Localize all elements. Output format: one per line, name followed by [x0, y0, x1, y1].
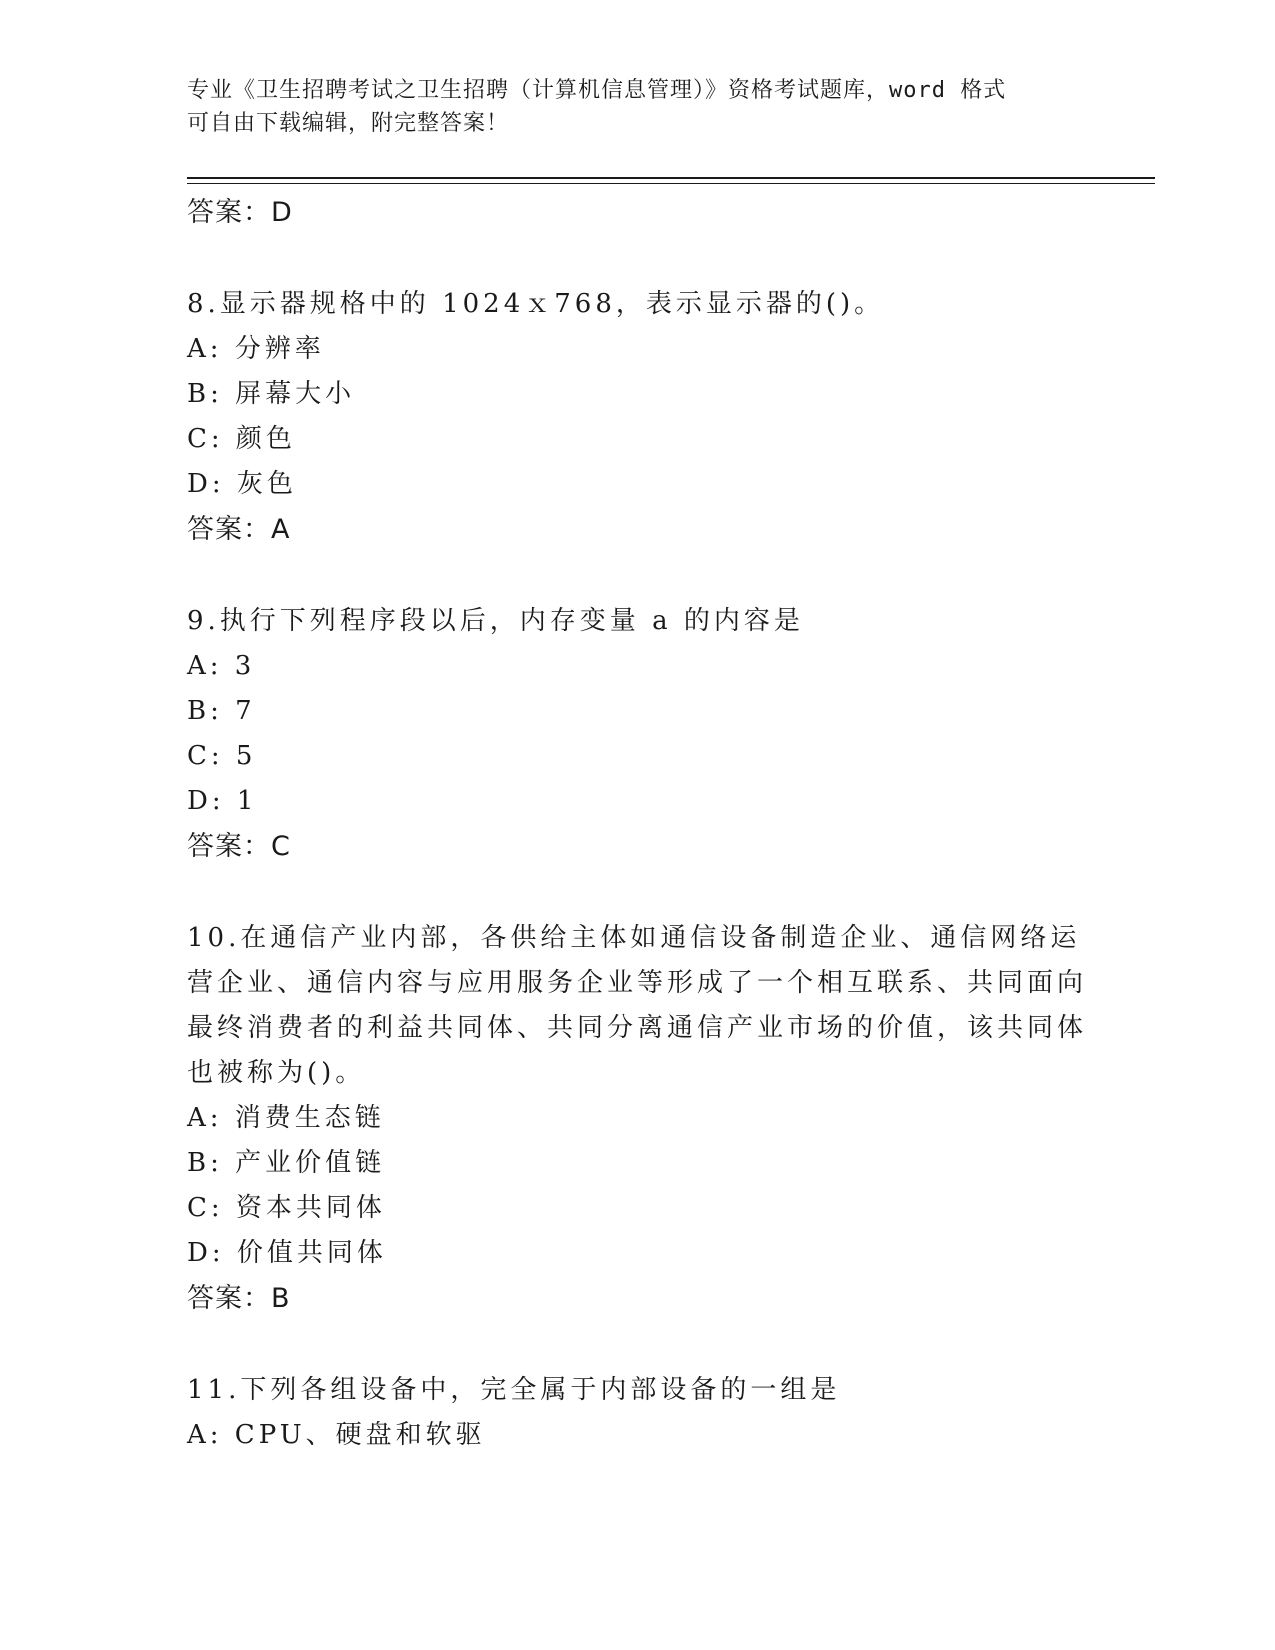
- spacer: [187, 869, 1087, 916]
- question-9-answer: 答案：C: [187, 831, 291, 862]
- previous-answer: 答案：D: [187, 197, 293, 228]
- question-8-option-a: A: 分辨率: [187, 334, 325, 364]
- question-8-text: 8.显示器规格中的 1024ｘ768，表示显示器的()。: [187, 289, 885, 319]
- header-line-2: 可自由下载编辑，附完整答案！: [187, 111, 510, 136]
- question-9-option-b: B: 7: [187, 696, 256, 726]
- question-8-answer: 答案：A: [187, 514, 291, 545]
- question-8-option-b: B: 屏幕大小: [187, 379, 356, 409]
- document-header: [187, 74, 1067, 140]
- question-10-option-a: A: 消费生态链: [187, 1103, 385, 1133]
- question-11-option-a: A: CPU、硬盘和软驱: [187, 1420, 486, 1450]
- question-9-option-a: A: 3: [187, 651, 256, 681]
- question-9-option-c: C: 5: [187, 741, 257, 771]
- question-8: [187, 282, 1087, 552]
- spacer: [187, 552, 1087, 599]
- question-10-option-d: D: 价值共同体: [187, 1238, 387, 1268]
- spacer: [187, 1321, 1087, 1368]
- question-9-option-d: D: 1: [187, 786, 258, 816]
- question-10-option-b: B: 产业价值链: [187, 1148, 386, 1178]
- question-10-answer: 答案：B: [187, 1283, 291, 1314]
- question-11: [187, 1368, 1087, 1458]
- question-11-text: 11.下列各组设备中，完全属于内部设备的一组是: [187, 1375, 841, 1405]
- question-list: [187, 190, 1087, 1458]
- header-line-1: 专业《卫生招聘考试之卫生招聘（计算机信息管理）》资格考试题库，word 格式: [187, 78, 1007, 103]
- question-9: [187, 599, 1087, 869]
- question-8-option-c: C: 颜色: [187, 424, 296, 454]
- header-divider-thin: [187, 183, 1155, 184]
- question-10-option-c: C: 资本共同体: [187, 1193, 386, 1223]
- question-10-text: 10.在通信产业内部，各供给主体如通信设备制造企业、通信网络运营企业、通信内容与应用服务企业等形成了一个相互联系、共同面向最终消费者的利益共同体、共同分离通信产业市场的价值，该共同体也被称为()。: [187, 923, 1088, 1088]
- question-9-text: 9.执行下列程序段以后，内存变量 a 的内容是: [187, 606, 804, 636]
- question-10: [187, 916, 1087, 1321]
- question-8-option-d: D: 灰色: [187, 469, 297, 499]
- spacer: [187, 235, 1087, 282]
- header-divider-thick: [187, 177, 1155, 179]
